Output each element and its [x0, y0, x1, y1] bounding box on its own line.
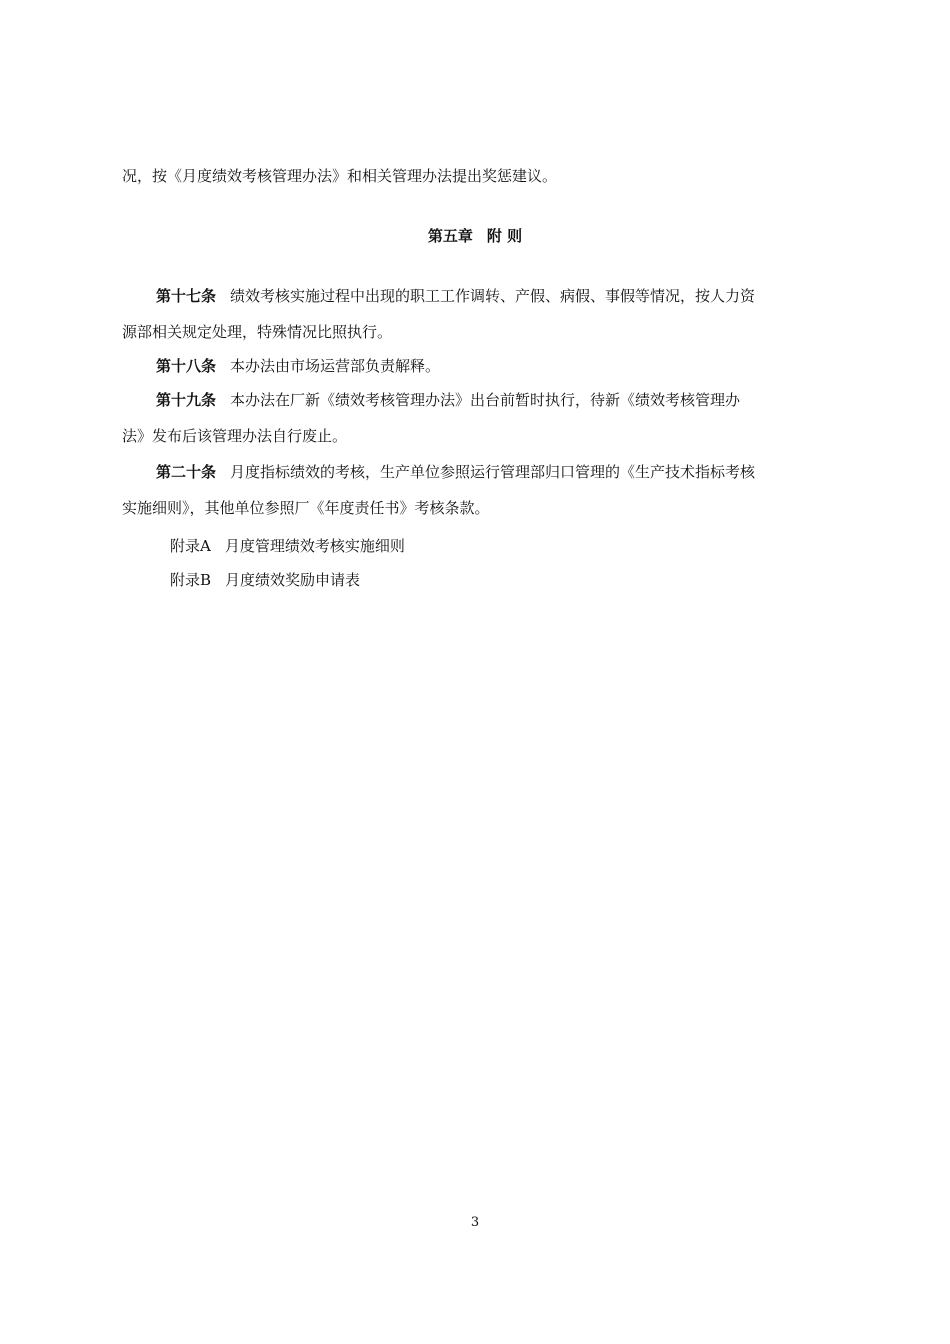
appendix-a-title: 月度管理绩效考核实施细则 [224, 537, 405, 555]
appendix-b [170, 570, 360, 590]
article-20-line-1 [156, 462, 755, 482]
article-18-line-1 [156, 356, 440, 376]
article-17-line-1 [156, 286, 755, 306]
appendix-a-label: 附录A [170, 537, 211, 555]
article-17-line-2: 源部相关规定处理，特殊情况比照执行。 [122, 323, 393, 341]
article-18-label: 第十八条 [156, 357, 217, 375]
article-19-line-2: 法》发布后该管理办法自行废止。 [122, 427, 348, 445]
appendix-b-title: 月度绩效奖励申请表 [225, 571, 361, 589]
article-17-label: 第十七条 [156, 287, 217, 305]
article-19-label: 第十九条 [156, 391, 217, 409]
appendix-a [170, 536, 405, 556]
article-17-text-1: 绩效考核实施过程中出现的职工工作调转、产假、病假、事假等情况，按人力资 [230, 287, 756, 305]
article-18-text-1: 本办法由市场运营部负责解释。 [230, 357, 441, 375]
appendix-b-label: 附录B [170, 571, 212, 589]
chapter-number: 第五章 [427, 227, 473, 245]
continued-paragraph-line: 况，按《月度绩效考核管理办法》和相关管理办法提出奖惩建议。 [122, 167, 558, 185]
chapter-title: 附 则 [486, 227, 523, 245]
page-number: 3 [470, 1215, 480, 1230]
article-20-line-2: 实施细则》，其他单位参照厂《年度责任书》考核条款。 [122, 499, 490, 517]
article-19-text-1: 本办法在厂新《绩效考核管理办法》出台前暂时执行，待新《绩效考核管理办 [230, 391, 741, 409]
article-20-text-1: 月度指标绩效的考核，生产单位参照运行管理部归口管理的《生产技术指标考核 [230, 463, 756, 481]
article-19-line-1 [156, 390, 740, 410]
chapter-heading [0, 226, 950, 246]
article-20-label: 第二十条 [156, 463, 217, 481]
